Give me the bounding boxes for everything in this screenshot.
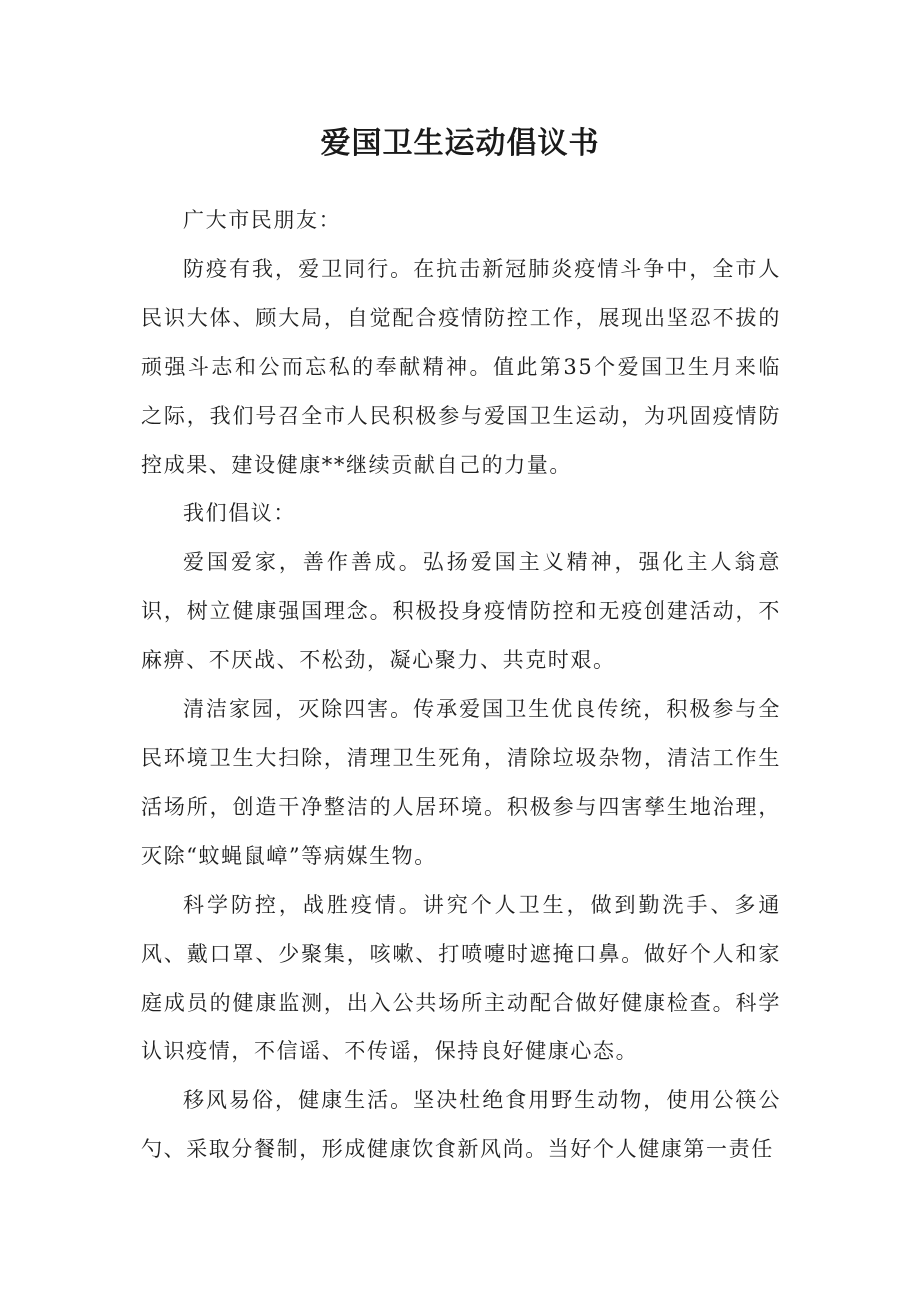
paragraph-intro: 防疫有我，爱卫同行。在抗击新冠肺炎疫情斗争中，全市人民识大体、顾大局，自觉配合疫情防控工作，展现出坚忍不拔的顽强斗志和公而忘私的奉献精神。值此第35个爱国卫生月来临之际，我们号召全市人民积极参与爱国卫生运动，为巩固疫情防控成果、建设健康**继续贡献自己的力量。 xyxy=(141,256,781,477)
paragraph-proposal-heading: 我们倡议： xyxy=(183,501,296,526)
salutation: 广大市民朋友： xyxy=(183,208,342,232)
document-body xyxy=(141,196,781,1174)
paragraph-patriotism: 爱国爱家，善作善成。弘扬爱国主义精神，强化主人翁意识，树立健康强国理念。积极投身疫情防控和无疫创建活动，不麻痹、不厌战、不松劲，凝心聚力、共克时艰。 xyxy=(141,550,781,673)
paragraph-clean-home: 清洁家园，灭除四害。传承爱国卫生优良传统，积极参与全民环境卫生大扫除，清理卫生死角，清除垃圾杂物，清洁工作生活场所，创造干净整洁的人居环境。积极参与四害孳生地治理，灭除“蚊蝇鼠嶂”等病媒生物。 xyxy=(141,697,781,868)
paragraph-scientific-prevention: 科学防控，战胜疫情。讲究个人卫生，做到勤洗手、多通风、戴口罩、少聚集，咳嗽、打喷嚏时遮掩口鼻。做好个人和家庭成员的健康监测，出入公共场所主动配合做好健康检查。科学认识疫情，不信谣、不传谣，保持良好健康心态。 xyxy=(141,892,781,1064)
paragraph-healthy-living: 移风易俗，健康生活。坚决杜绝食用野生动物，使用公筷公勺、采取分餐制，形成健康饮食新风尚。当好个人健康第一责任 xyxy=(141,1088,781,1162)
document-title: 爱国卫生运动倡议书 xyxy=(320,126,600,161)
